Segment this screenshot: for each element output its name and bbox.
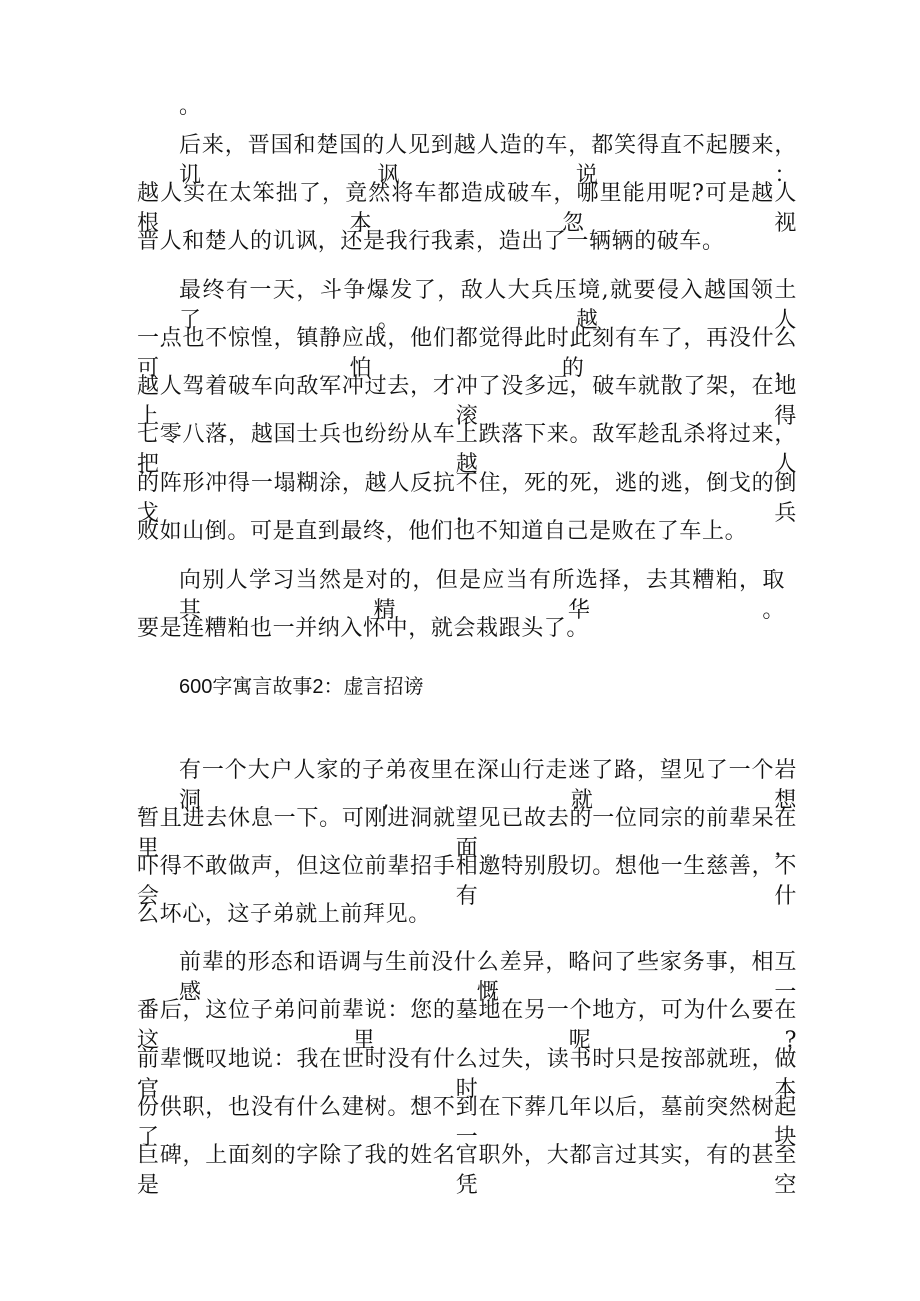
paragraph-5-line-5: 巨碑，上面刻的字除了我的姓名官职外，大都言过其实，有的甚至是凭空 [137,1143,797,1198]
fragment-punctuation: 。 [179,94,202,119]
paragraph-2-line-2: 一点也不惊惶，镇静应战，他们都觉得此时此刻有车了，再没什么可怕的， [137,326,797,381]
paragraph-1-line-3: 晋人和楚人的讥讽，还是我行我素，造出了一辆辆的破车。 [137,229,725,254]
paragraph-2-line-3: 越人驾着破车向敌军冲过去，才冲了没多远，破车就散了架，在地上滚得 [137,374,797,429]
paragraph-1-line-2: 越人实在太笨拙了，竟然将车都造成破车，哪里能用呢?可是越人根本忽视 [137,181,797,236]
paragraph-4-line-1: 有一个大户人家的子弟夜里在深山行走迷了路，望见了一个岩洞,就想 [179,758,797,813]
paragraph-1-line-1: 后来，晋国和楚国的人见到越人造的车，都笑得直不起腰来，讥讽说： [179,133,797,188]
paragraph-5-line-2: 番后，这位子弟问前辈说：您的墓地在另一个地方，可为什么要在这里呢? [137,998,797,1053]
paragraph-2-line-4: 七零八落，越国士兵也纷纷从车上跌落下来。敌军趁乱杀将过来，把越人 [137,422,797,477]
paragraph-4-line-4: 么坏心，这子弟就上前拜见。 [137,902,431,927]
paragraph-5-line-1: 前辈的形态和语调与生前没什么差异，略问了些家务事，相互感慨一 [179,950,797,1005]
paragraph-3-line-2: 要是连糟粕也一并纳入怀中，就会栽跟头了。 [137,616,590,641]
paragraph-3-line-1: 向别人学习当然是对的，但是应当有所选择，去其糟粕，取其精华。 [179,568,785,623]
paragraph-5-line-3: 前辈慨叹地说：我在世时没有什么过失，读书时只是按部就班，做官时本 [137,1047,797,1102]
paragraph-4-line-3: 吓得不敢做声，但这位前辈招手相邀特别殷切。想他一生慈善，不会有什 [137,854,797,909]
paragraph-4-line-2: 暂且进去休息一下。可刚进洞就望见已故去的一位同宗的前辈呆在里面， [137,806,797,861]
paragraph-2-line-6: 败如山倒。可是直到最终，他们也不知道自己是败在了车上。 [137,519,748,544]
paragraph-2-line-1: 最终有一天，斗争爆发了，敌人大兵压境,就要侵入越国领土了。越人 [179,278,797,333]
story-heading: 600字寓言故事2：虚言招谤 [179,676,424,698]
paragraph-5-line-4: 份供职，也没有什么建树。想不到在下葬几年以后，墓前突然树起了一块 [137,1095,797,1150]
paragraph-2-line-5: 的阵形冲得一塌糊涂，越人反抗不住，死的死，逃的逃，倒戈的倒戈，兵 [137,471,797,526]
